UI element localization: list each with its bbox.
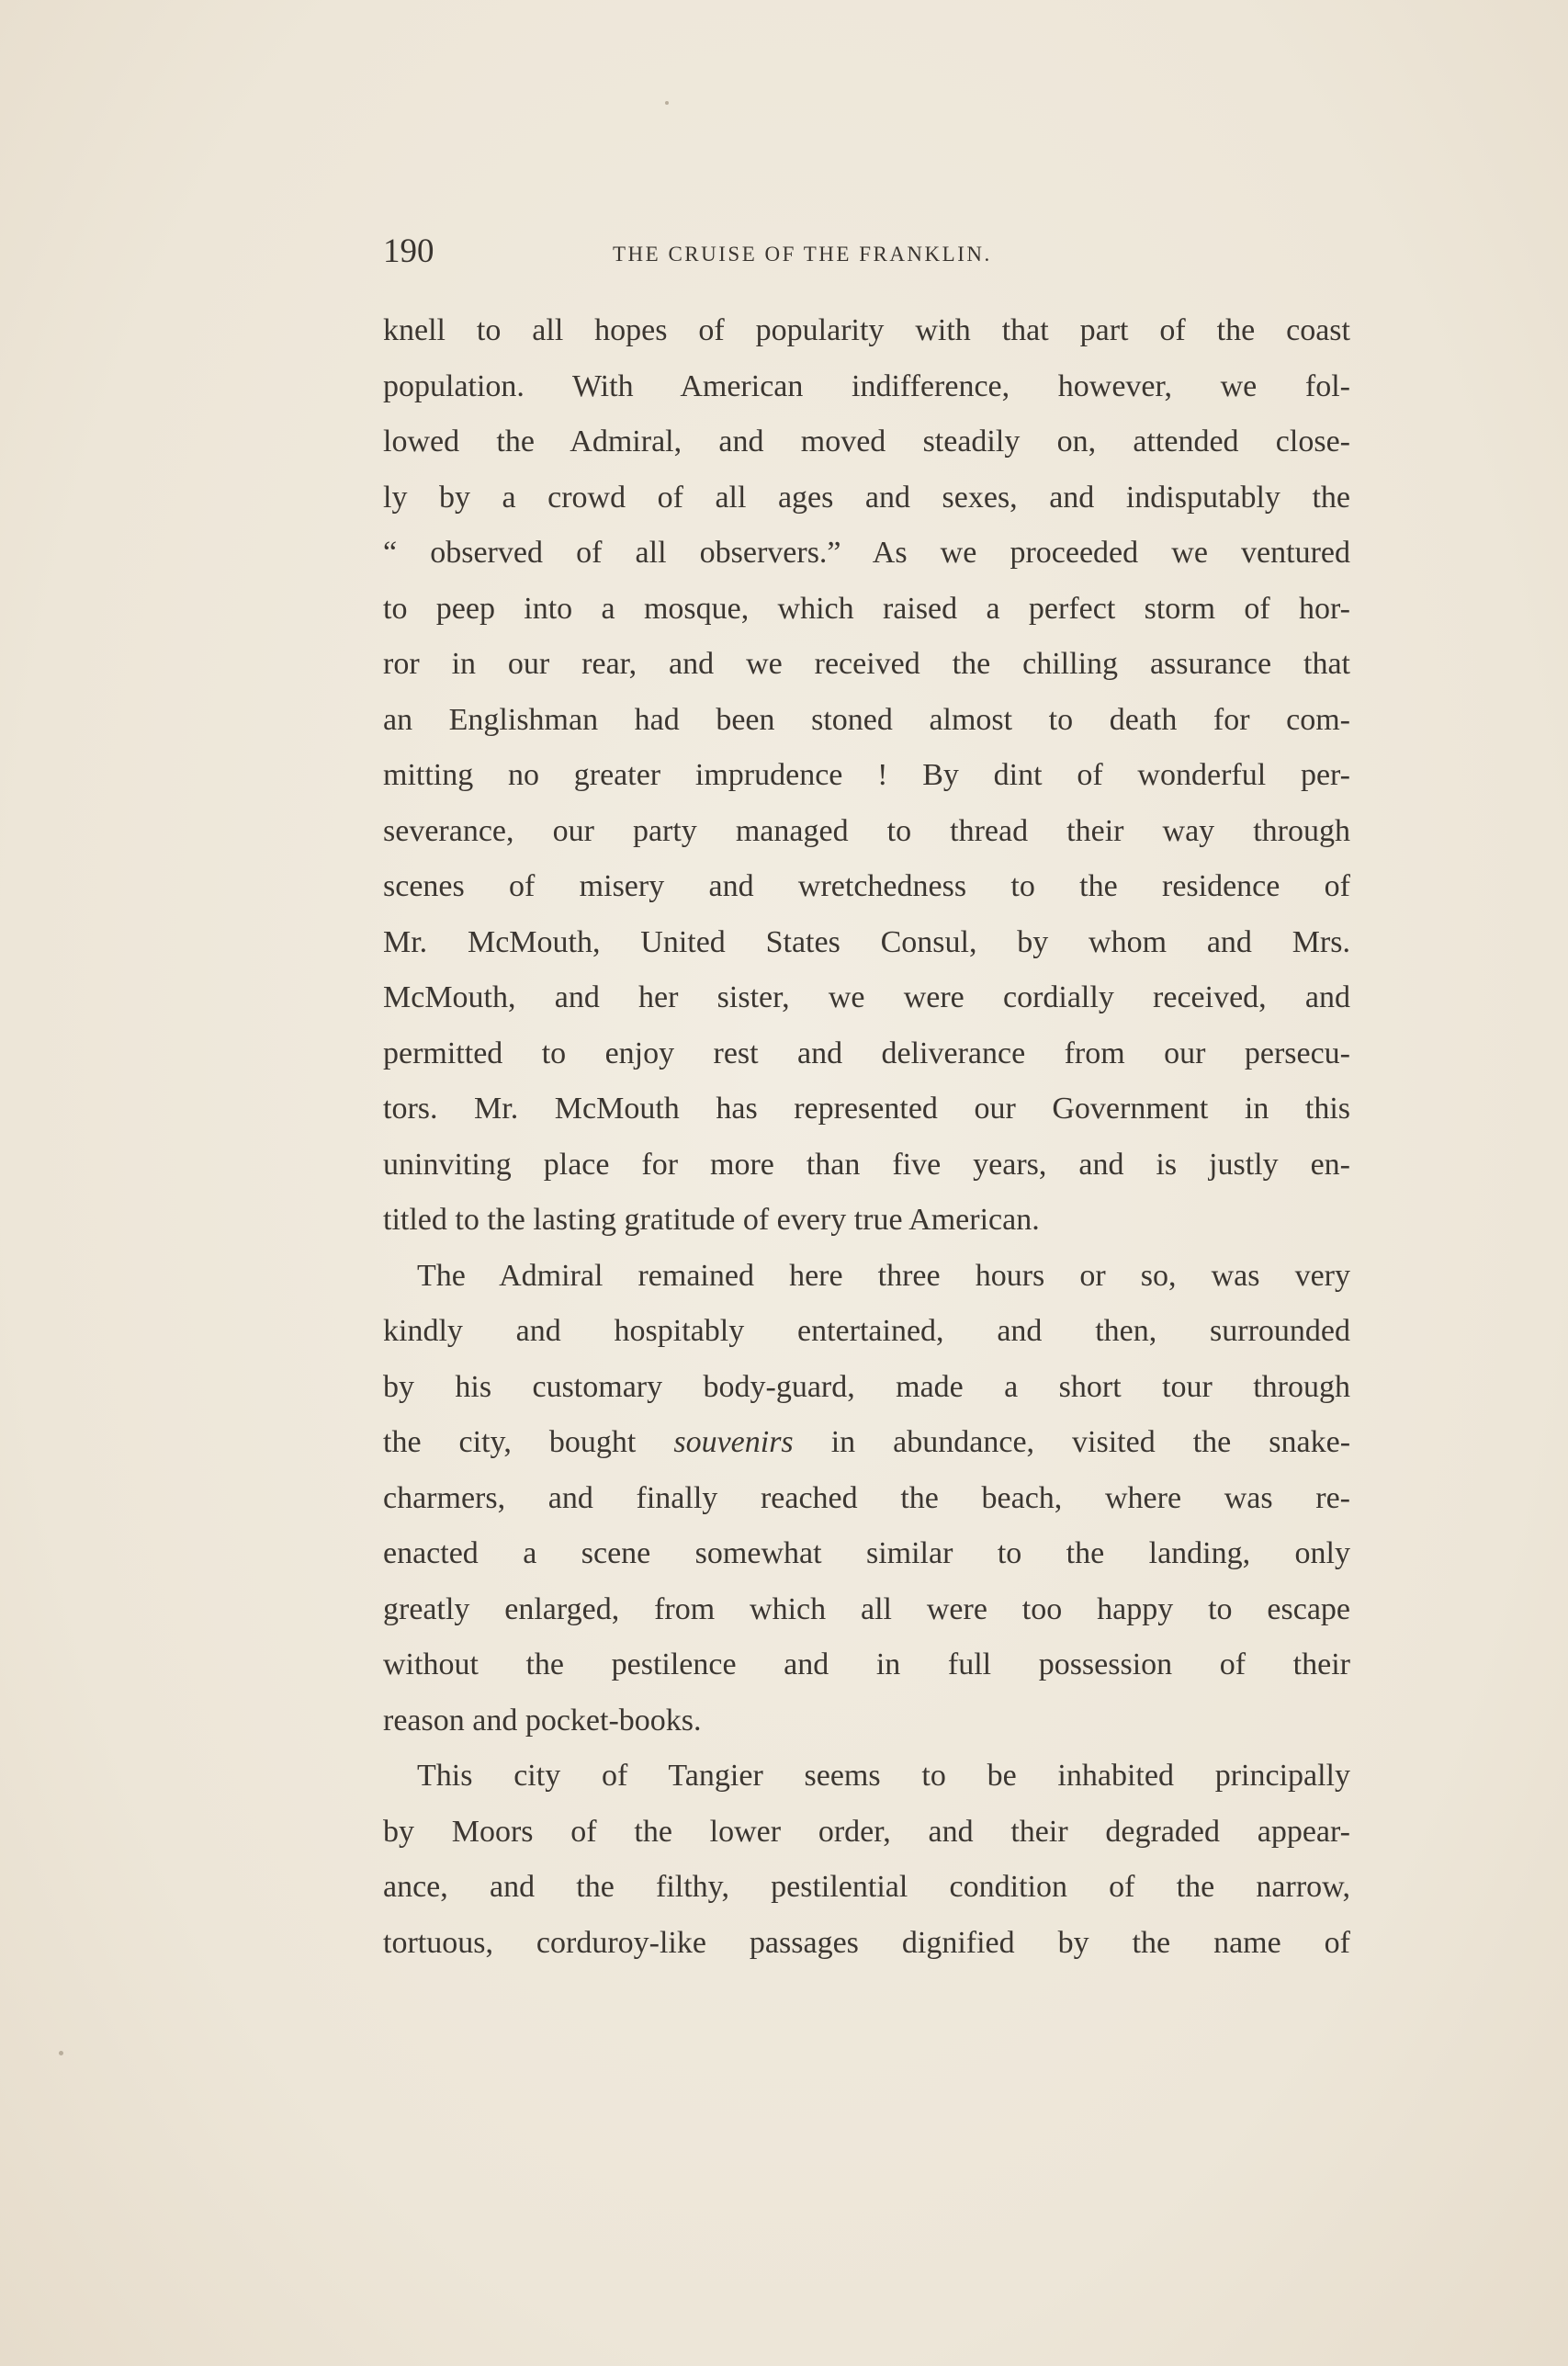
- text-segment: the city, bought: [383, 1425, 637, 1459]
- text-line: kindly and hospitably entertained, and then, surrounded: [383, 1314, 1350, 1348]
- text-line: McMouth, and her sister, we were cordially received, and: [383, 980, 1350, 1014]
- running-title: THE CRUISE OF THE FRANKLIN.: [613, 243, 992, 266]
- text-line: titled to the lasting gratitude of every true American.: [383, 1203, 1040, 1237]
- paper-speck: [59, 2051, 63, 2055]
- text-line: Mr. McMouth, United States Consul, by whom and Mrs.: [383, 924, 1350, 959]
- text-line: tors. Mr. McMouth has represented our Government in this: [383, 1092, 1350, 1126]
- body-text: [383, 303, 1350, 1971]
- text-line: lowed the Admiral, and moved steadily on, attended close-: [383, 425, 1350, 458]
- text-line: severance, our party managed to thread their way through: [383, 813, 1350, 848]
- text-line: uninviting place for more than five years, and is justly en-: [383, 1147, 1350, 1182]
- text-segment: in abundance, visited the snake-: [830, 1425, 1351, 1459]
- text-line: scenes of misery and wretchedness to the residence of: [383, 869, 1350, 903]
- text-line: by his customary body-guard, made a short tour through: [383, 1369, 1350, 1404]
- text-line: ly by a crowd of all ages and sexes, and indisputably the: [383, 480, 1350, 515]
- italic-word: souvenirs: [673, 1425, 794, 1459]
- text-line: without the pestilence and in full possession of their: [383, 1647, 1350, 1681]
- text-line: ance, and the filthy, pestilential condition of the narrow,: [383, 1870, 1350, 1904]
- paragraph-first-line: This city of Tangier seems to be inhabited principally: [417, 1759, 1350, 1793]
- text-line: ror in our rear, and we received the chilling assurance that: [383, 647, 1350, 681]
- text-line: population. With American indifference, however, we fol-: [383, 368, 1350, 403]
- text-line: greatly enlarged, from which all were too happy to escape: [383, 1591, 1350, 1626]
- page-number: 190: [383, 232, 434, 270]
- text-line: “ observed of all observers.” As we proceeded we ventured: [383, 536, 1350, 570]
- text-line: charmers, and finally reached the beach, where was re-: [383, 1480, 1350, 1515]
- text-line: enacted a scene somewhat similar to the landing, only: [383, 1536, 1350, 1570]
- text-line: permitted to enjoy rest and deliverance from our persecu-: [383, 1036, 1350, 1070]
- text-line: mitting no greater imprudence ! By dint of wonderful per-: [383, 758, 1350, 792]
- paper-speck: [665, 101, 669, 105]
- paragraph-first-line: The Admiral remained here three hours or so, was very: [417, 1258, 1350, 1293]
- text-line: by Moors of the lower order, and their degraded appear-: [383, 1814, 1350, 1849]
- text-line-with-italic: [383, 1415, 1350, 1471]
- text-line: an Englishman had been stoned almost to death for com-: [383, 702, 1350, 737]
- text-line: knell to all hopes of popularity with that part of the coast: [383, 313, 1350, 347]
- page-header: [383, 232, 1352, 277]
- text-line: tortuous, corduroy-like passages dignified by the name of: [383, 1925, 1350, 1960]
- text-line: reason and pocket-books.: [383, 1703, 702, 1738]
- text-line: to peep into a mosque, which raised a perfect storm of hor-: [383, 591, 1350, 626]
